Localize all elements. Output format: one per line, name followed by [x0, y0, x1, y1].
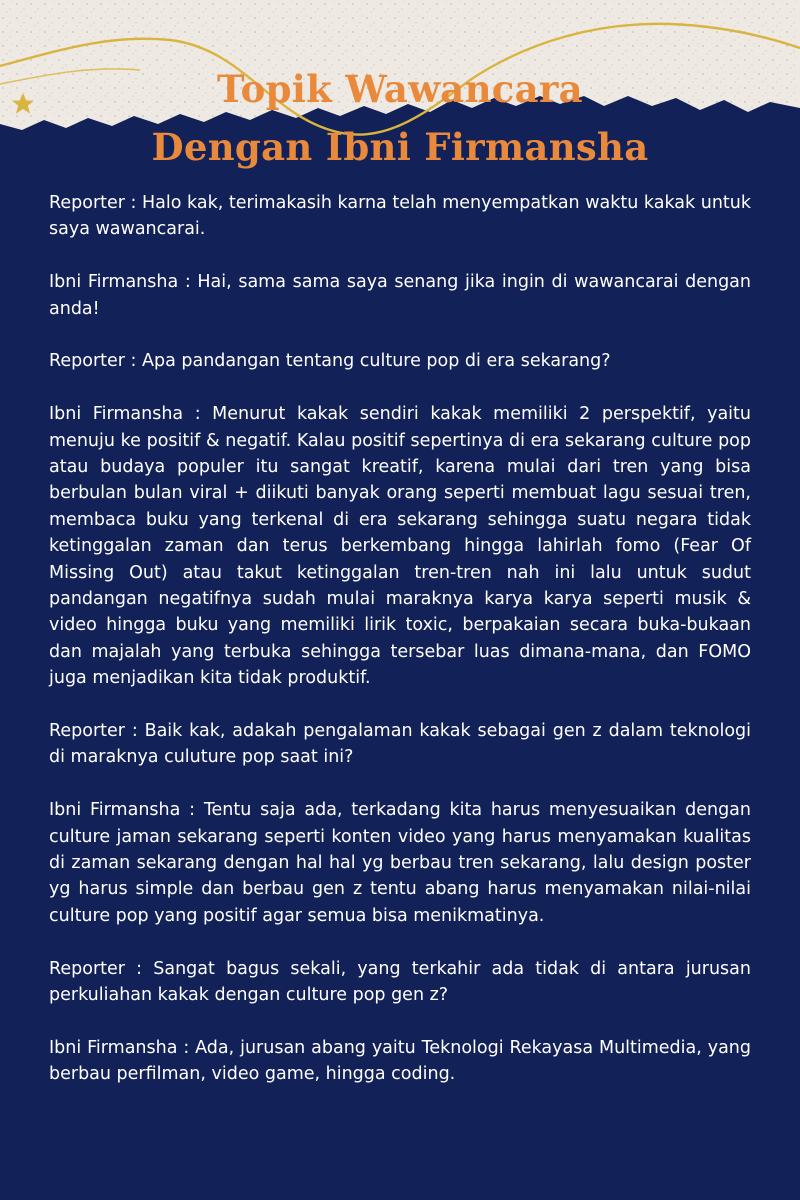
interview-paragraph: Reporter : Apa pandangan tentang culture pop di era sekarang? — [49, 351, 611, 372]
interview-paragraph: Ibni Firmansha : Hai, sama sama saya senang jika ingin di wawancarai dengan anda! — [49, 272, 751, 319]
interview-paragraph: Ibni Firmansha : Tentu saja ada, terkadang kita harus menyesuaikan dengan culture jaman sekarang seperti konten video yang harus menyamakan kualitas di zaman sekarang dengan hal hal yg berbau tren sekarang, lalu design poster yg harus simple dan berbau gen z tentu abang harus menyamakan nilai-nilai culture pop yang positif agar semua bisa menikmatinya. — [49, 800, 751, 926]
interview-transcript — [49, 190, 751, 1088]
title-block — [0, 60, 800, 176]
interview-paragraph: Reporter : Halo kak, terimakasih karna telah menyempatkan waktu kakak untuk saya wawancarai. — [49, 193, 751, 240]
interview-paragraph: Ibni Firmansha : Menurut kakak sendiri kakak memiliki 2 perspektif, yaitu menuju ke positif & negatif. Kalau positif sepertinya di era sekarang culture pop atau budaya populer itu sangat kreatif, karena mulai dari tren yang bisa berbulan bulan viral + diikuti banyak orang seperti membuat lagu sesuai tren, membaca buku yang terkenal di era sekarang sehingga suatu negara tidak ketinggalan zaman dan terus berkembang hingga lahirlah fomo (Fear Of Missing Out) atau takut ketinggalan tren-tren nah ini lalu untuk sudut pandangan negatifnya sudah mulai maraknya karya karya seperti musik & video hingga buku yang memiliki lirik toxic, berpakaian secara buka-bukaan dan majalah yang terbuka sehingga tersebar luas dimana-mana, dan FOMO juga menjadikan kita tidak produktif. — [49, 404, 751, 689]
interview-paragraph: Ibni Firmansha : Ada, jurusan abang yaitu Teknologi Rekayasa Multimedia, yang berbau perfilman, video game, hingga coding. — [49, 1037, 751, 1085]
interview-paragraph: Reporter : Baik kak, adakah pengalaman kakak sebagai gen z dalam teknologi di maraknya culuture pop saat ini? — [49, 721, 751, 768]
page-title-line-1: Topik Wawancara — [217, 67, 583, 111]
page-title-line-2: Dengan Ibni Firmansha — [151, 125, 649, 169]
interview-paragraph: Reporter : Sangat bagus sekali, yang terkahir ada tidak di antara jurusan perkuliahan kakak dengan culture pop gen z? — [49, 958, 751, 1006]
